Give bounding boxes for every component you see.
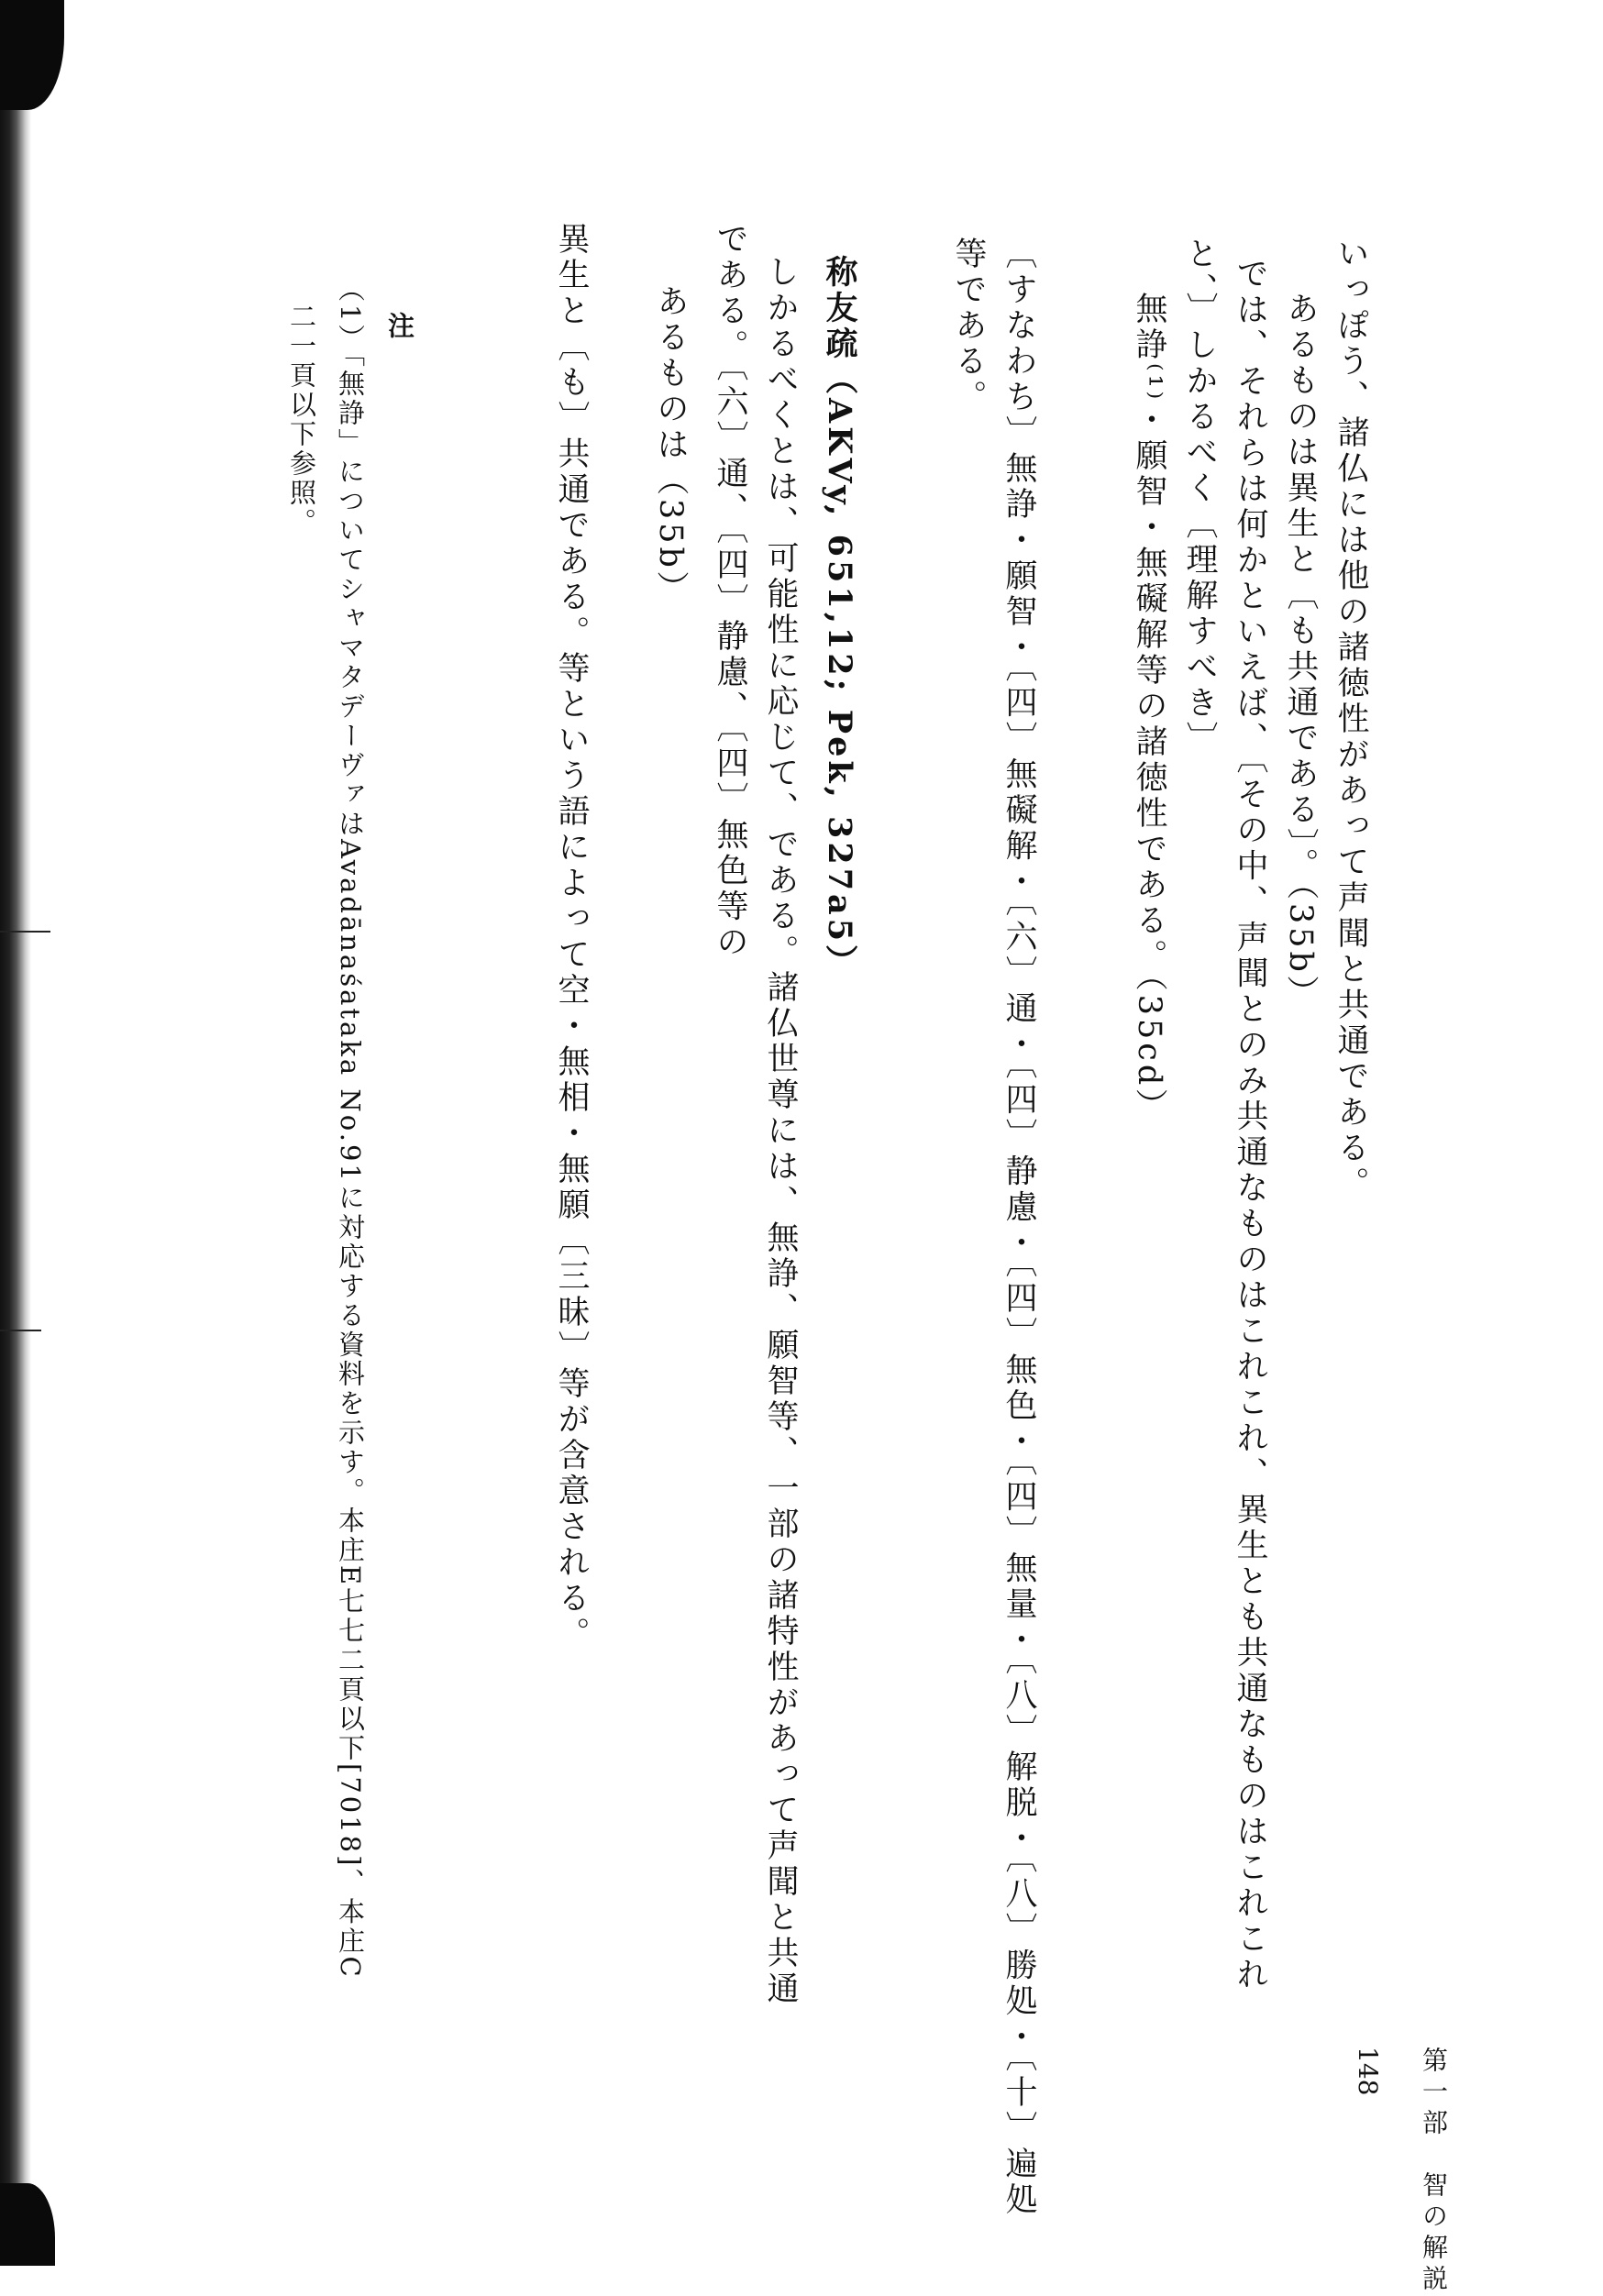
- commentary-line-1: しかるべくとは、可能性に応じて、である。諸仏世尊には、無諍、願智等、一部の諸特性があって声聞と共通: [762, 255, 799, 2007]
- commentary-heading: 称友疏（AKVy, 651,12; Pek, 327a5）: [821, 255, 858, 981]
- notes-heading: 注: [384, 312, 415, 341]
- scan-artifact-bottom: [0, 2183, 55, 2266]
- commentary-line-4: 異生と〔も〕共通である。等という語によって空・無相・無願〔三昧〕等が含意される。: [553, 222, 590, 1652]
- page-number: 148: [1353, 2047, 1383, 2096]
- scan-shadow: [0, 0, 31, 2266]
- body-line-4: と、〕しかるべく〔理解すべき〕: [1181, 237, 1218, 757]
- body-line-2: あるものは異生と〔も共通である〕。（35b）: [1282, 292, 1319, 1011]
- scan-artifact-top: [0, 0, 64, 110]
- commentary-line-2: である。〔六〕通、〔四〕静慮、〔四〕無色等の: [712, 222, 748, 961]
- note-1-line-2: 二一頁以下参照。: [286, 303, 317, 537]
- body-line-7: 等である。: [950, 237, 987, 415]
- note-1-line-1: （1）「無諍」についてシャマタデーヴァはAvadānaśataka No.91に対応する資料を示す。本庄E七七二頁以下[7018]、本庄C: [335, 275, 366, 1980]
- body-line-5: 無諍⁽¹⁾・願智・無礙解等の諸徳性である。（35cd）: [1131, 292, 1167, 1125]
- body-line-6: 〔すなわち〕無諍・願智・〔四〕無礙解・〔六〕通・〔四〕静慮・〔四〕無色・〔四〕無量・〔八〕解脱・〔八〕勝処・〔十〕遍処: [1000, 237, 1037, 2218]
- scan-mark: [0, 931, 50, 933]
- commentary-line-3: あるものは（35b）: [652, 284, 689, 607]
- body-line-3: では、それらは何かといえば、〔その中、声聞とのみ共通なものはこれこれ、異生とも共通なものはこれこれ: [1232, 257, 1268, 1993]
- body-line-1: いっぽう、諸仏には他の諸徳性があって声聞と共通である。: [1332, 237, 1369, 1202]
- scan-mark: [0, 1330, 41, 1331]
- section-label: 第一部 智の解説: [1419, 2047, 1449, 2296]
